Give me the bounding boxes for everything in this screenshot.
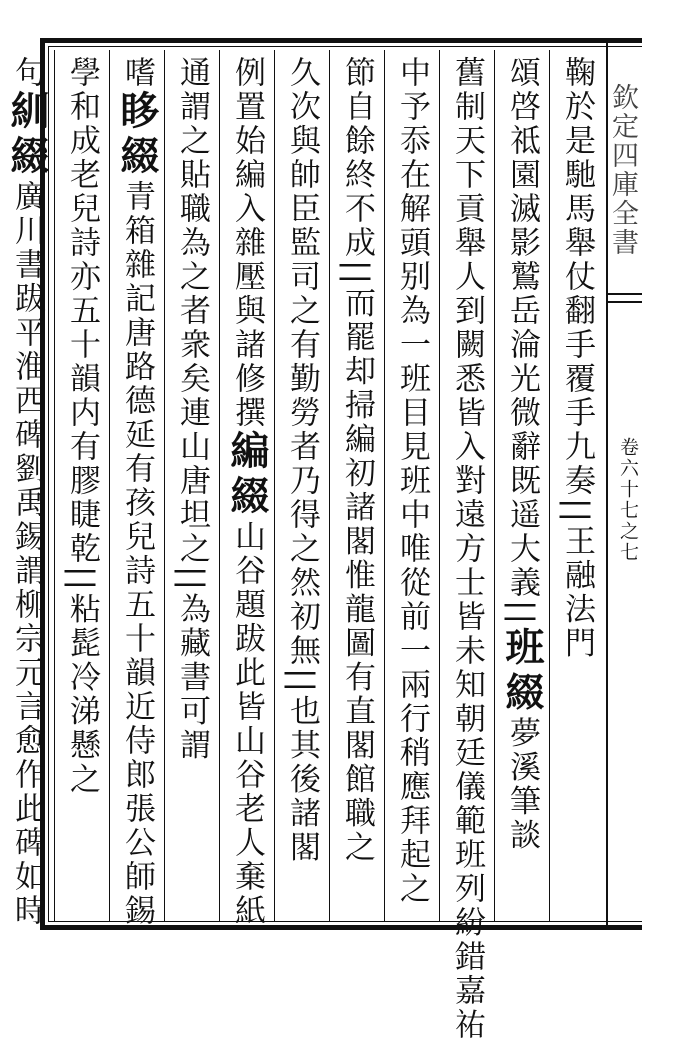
- banxin-title: 欽定四庫全書: [607, 83, 638, 257]
- column-text: 句: [9, 56, 45, 90]
- column-text: 學和成老兒詩亦五十韻内有膠睫乾||粘髭冷涕懸之: [64, 56, 100, 797]
- column-text: 頌啓祗園滅影鷲岳淪光微辭既遥大義||: [504, 56, 540, 627]
- fish-tail-upper: [608, 293, 642, 295]
- column-text: 舊制天下貢舉人到闕悉皆入對遠方士皆未知朝廷儀範班列紛錯嘉祐: [449, 56, 485, 1042]
- column-text: 中予忝在解頭别為一班目見班中唯從前一兩行稍應拜起之: [394, 56, 430, 906]
- entry-heading: 眵綴: [114, 90, 160, 180]
- text-column: [0, 50, 54, 928]
- text-column: [439, 50, 494, 1042]
- text-columns: [4, 50, 604, 1042]
- text-column: [329, 50, 384, 922]
- banxin-center-strip: [606, 38, 642, 930]
- column-text: 通謂之貼職為之者衆矣: [174, 56, 210, 396]
- column-text: 連山唐坦之||為藏書可謂: [174, 396, 210, 763]
- banxin-juan-number: 卷六十七之七: [617, 437, 639, 563]
- text-column: [549, 50, 604, 922]
- column-text: 廣川書跋平淮西碑劉禹錫謂柳宗元言愈作此碑如時: [9, 180, 45, 928]
- text-column: [494, 50, 549, 922]
- column-text: 夢溪筆談: [504, 716, 540, 853]
- column-text: 青箱雜記唐路德延有孩兒詩五十韻近侍郎張公師錫: [119, 180, 155, 928]
- text-column: [219, 50, 274, 928]
- column-text: 山谷題跋此皆山谷老人棄紙: [229, 520, 265, 928]
- text-column: [384, 50, 439, 922]
- entry-heading: 班綴: [499, 626, 545, 717]
- page-frame: [4, 38, 642, 1042]
- text-column: [164, 50, 219, 922]
- text-column: [274, 50, 329, 922]
- column-text: 鞠於是馳馬舉仗翻手覆手九奏||王融法門: [559, 56, 595, 661]
- column-text: 久次與帥臣監司之有勤勞者乃得之然初無||也其後諸閣: [284, 56, 320, 865]
- text-column: [54, 50, 109, 922]
- entry-heading: 編綴: [224, 430, 270, 520]
- column-text: 嗜: [119, 56, 155, 90]
- entry-heading: 紃綴: [4, 90, 50, 180]
- text-column: [109, 50, 164, 928]
- fish-tail-upper-inner: [608, 301, 642, 303]
- column-text: 例置始編入雜壓與諸修撰: [229, 56, 265, 430]
- column-text: 節自餘終不成||而罷却掃編初諸閣惟龍圖有直閣館職之: [339, 56, 375, 865]
